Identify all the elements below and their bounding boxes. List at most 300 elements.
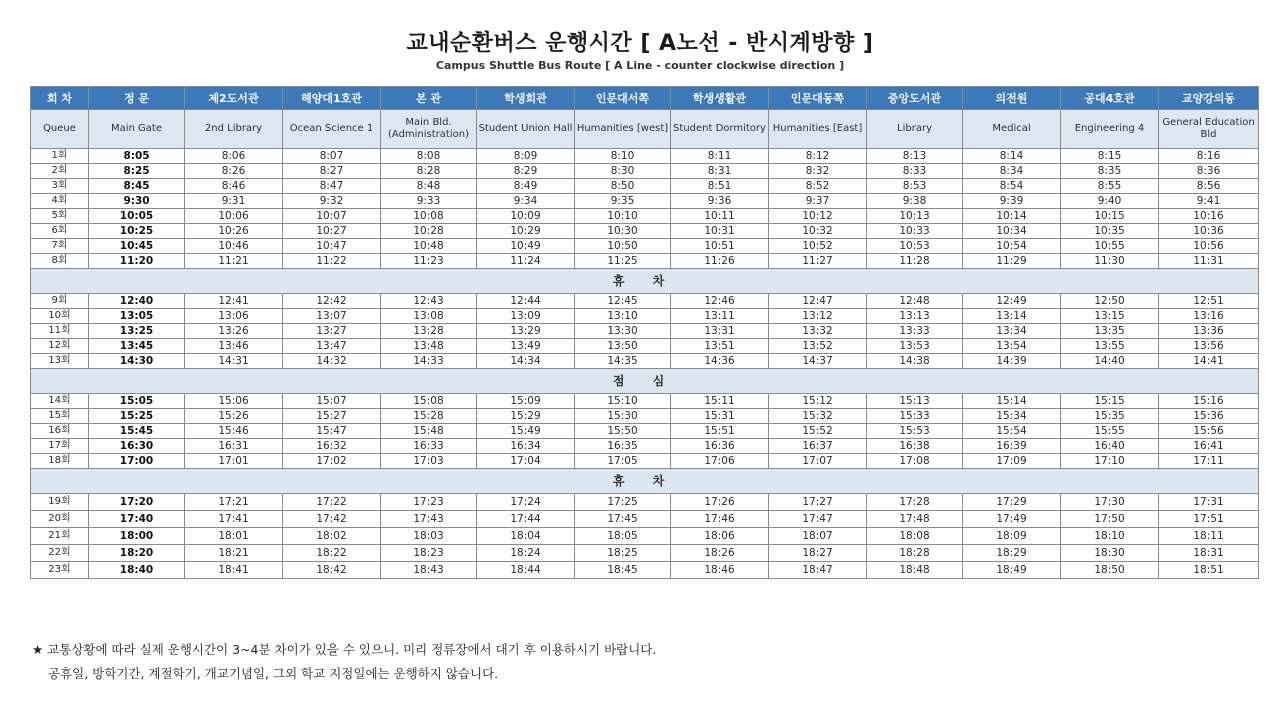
time-cell: 16:38 — [867, 439, 963, 454]
time-cell: 18:08 — [867, 528, 963, 545]
time-cell: 8:27 — [283, 164, 381, 179]
time-cell: 16:35 — [575, 439, 671, 454]
time-cell: 15:09 — [477, 394, 575, 409]
time-cell: 8:13 — [867, 149, 963, 164]
table-row — [31, 149, 1259, 164]
table-row — [31, 164, 1259, 179]
departure-time-cell: 10:45 — [89, 239, 185, 254]
time-cell: 15:26 — [185, 409, 283, 424]
time-cell: 11:30 — [1061, 254, 1159, 269]
queue-cell: 5회 — [31, 209, 89, 224]
time-cell: 15:27 — [283, 409, 381, 424]
time-cell: 15:07 — [283, 394, 381, 409]
time-cell: 16:41 — [1159, 439, 1259, 454]
time-cell: 9:34 — [477, 194, 575, 209]
time-cell: 8:07 — [283, 149, 381, 164]
time-cell: 10:50 — [575, 239, 671, 254]
time-cell: 17:43 — [381, 511, 477, 528]
table-row — [31, 394, 1259, 409]
table-row — [31, 409, 1259, 424]
page-title: 교내순환버스 운행시간 [ A노선 - 반시계방향 ] — [406, 31, 874, 56]
time-cell: 12:49 — [963, 294, 1061, 309]
time-cell: 15:35 — [1061, 409, 1159, 424]
departure-time-cell: 15:05 — [89, 394, 185, 409]
time-cell: 17:31 — [1159, 494, 1259, 511]
time-cell: 8:34 — [963, 164, 1061, 179]
time-cell: 9:37 — [769, 194, 867, 209]
time-cell: 18:41 — [185, 562, 283, 579]
time-cell: 15:30 — [575, 409, 671, 424]
time-cell: 16:34 — [477, 439, 575, 454]
time-cell: 14:33 — [381, 354, 477, 369]
time-cell: 18:46 — [671, 562, 769, 579]
time-cell: 13:52 — [769, 339, 867, 354]
column-header-en: Student Union Hall — [477, 110, 575, 149]
time-cell: 15:54 — [963, 424, 1061, 439]
timetable — [30, 86, 1259, 579]
time-cell: 8:10 — [575, 149, 671, 164]
break-label: 휴 차 — [31, 269, 1259, 294]
time-cell: 13:55 — [1061, 339, 1159, 354]
time-cell: 10:33 — [867, 224, 963, 239]
departure-time-cell: 14:30 — [89, 354, 185, 369]
time-cell: 15:13 — [867, 394, 963, 409]
time-cell: 10:46 — [185, 239, 283, 254]
departure-time-cell: 12:40 — [89, 294, 185, 309]
table-row — [31, 209, 1259, 224]
time-cell: 17:07 — [769, 454, 867, 469]
time-cell: 18:06 — [671, 528, 769, 545]
time-cell: 15:32 — [769, 409, 867, 424]
time-cell: 13:12 — [769, 309, 867, 324]
time-cell: 15:56 — [1159, 424, 1259, 439]
time-cell: 8:35 — [1061, 164, 1159, 179]
queue-cell: 9회 — [31, 294, 89, 309]
time-cell: 14:38 — [867, 354, 963, 369]
time-cell: 12:51 — [1159, 294, 1259, 309]
time-cell: 8:52 — [769, 179, 867, 194]
time-cell: 13:31 — [671, 324, 769, 339]
break-label: 휴 차 — [31, 469, 1259, 494]
departure-time-cell: 13:45 — [89, 339, 185, 354]
table-row — [31, 239, 1259, 254]
time-cell: 13:46 — [185, 339, 283, 354]
time-cell: 9:33 — [381, 194, 477, 209]
time-cell: 17:25 — [575, 494, 671, 511]
time-cell: 9:41 — [1159, 194, 1259, 209]
time-cell: 15:14 — [963, 394, 1061, 409]
time-cell: 8:26 — [185, 164, 283, 179]
time-cell: 10:10 — [575, 209, 671, 224]
time-cell: 16:40 — [1061, 439, 1159, 454]
queue-cell: 14회 — [31, 394, 89, 409]
column-header-en: Engineering 4 — [1061, 110, 1159, 149]
time-cell: 18:10 — [1061, 528, 1159, 545]
column-header-en: Library — [867, 110, 963, 149]
queue-cell: 2회 — [31, 164, 89, 179]
queue-cell: 17회 — [31, 439, 89, 454]
time-cell: 17:45 — [575, 511, 671, 528]
column-header-en: Queue — [31, 110, 89, 149]
column-header-ko: 학생회관 — [477, 87, 575, 110]
time-cell: 14:41 — [1159, 354, 1259, 369]
time-cell: 18:09 — [963, 528, 1061, 545]
time-cell: 10:53 — [867, 239, 963, 254]
time-cell: 13:53 — [867, 339, 963, 354]
time-cell: 13:56 — [1159, 339, 1259, 354]
time-cell: 13:14 — [963, 309, 1061, 324]
departure-time-cell: 10:25 — [89, 224, 185, 239]
time-cell: 8:53 — [867, 179, 963, 194]
time-cell: 16:37 — [769, 439, 867, 454]
time-cell: 13:35 — [1061, 324, 1159, 339]
time-cell: 9:39 — [963, 194, 1061, 209]
time-cell: 13:13 — [867, 309, 963, 324]
time-cell: 11:31 — [1159, 254, 1259, 269]
time-cell: 15:55 — [1061, 424, 1159, 439]
time-cell: 15:46 — [185, 424, 283, 439]
time-cell: 18:01 — [185, 528, 283, 545]
time-cell: 16:39 — [963, 439, 1061, 454]
time-cell: 9:38 — [867, 194, 963, 209]
departure-time-cell: 18:00 — [89, 528, 185, 545]
time-cell: 13:34 — [963, 324, 1061, 339]
time-cell: 18:21 — [185, 545, 283, 562]
time-cell: 16:36 — [671, 439, 769, 454]
table-row — [31, 511, 1259, 528]
table-row — [31, 424, 1259, 439]
time-cell: 11:23 — [381, 254, 477, 269]
queue-cell: 22회 — [31, 545, 89, 562]
time-cell: 10:52 — [769, 239, 867, 254]
time-cell: 10:29 — [477, 224, 575, 239]
time-cell: 12:42 — [283, 294, 381, 309]
time-cell: 11:22 — [283, 254, 381, 269]
header-row-english — [31, 110, 1259, 149]
table-row — [31, 439, 1259, 454]
time-cell: 14:39 — [963, 354, 1061, 369]
time-cell: 13:09 — [477, 309, 575, 324]
time-cell: 10:07 — [283, 209, 381, 224]
time-cell: 8:46 — [185, 179, 283, 194]
time-cell: 16:33 — [381, 439, 477, 454]
time-cell: 11:24 — [477, 254, 575, 269]
time-cell: 13:07 — [283, 309, 381, 324]
time-cell: 12:44 — [477, 294, 575, 309]
time-cell: 18:42 — [283, 562, 381, 579]
time-cell: 8:48 — [381, 179, 477, 194]
time-cell: 13:36 — [1159, 324, 1259, 339]
time-cell: 10:12 — [769, 209, 867, 224]
time-cell: 8:32 — [769, 164, 867, 179]
time-cell: 8:15 — [1061, 149, 1159, 164]
departure-time-cell: 16:30 — [89, 439, 185, 454]
time-cell: 10:55 — [1061, 239, 1159, 254]
table-row — [31, 528, 1259, 545]
time-cell: 15:33 — [867, 409, 963, 424]
time-cell: 8:16 — [1159, 149, 1259, 164]
time-cell: 18:28 — [867, 545, 963, 562]
timetable-body — [31, 149, 1259, 579]
table-row — [31, 179, 1259, 194]
column-header-ko: 제2도서관 — [185, 87, 283, 110]
time-cell: 14:37 — [769, 354, 867, 369]
departure-time-cell: 18:40 — [89, 562, 185, 579]
time-cell: 15:36 — [1159, 409, 1259, 424]
time-cell: 10:32 — [769, 224, 867, 239]
time-cell: 8:36 — [1159, 164, 1259, 179]
column-header-en: Medical — [963, 110, 1061, 149]
time-cell: 17:10 — [1061, 454, 1159, 469]
table-row — [31, 454, 1259, 469]
column-header-en: Main Gate — [89, 110, 185, 149]
break-label: 점 심 — [31, 369, 1259, 394]
time-cell: 18:05 — [575, 528, 671, 545]
time-cell: 13:54 — [963, 339, 1061, 354]
time-cell: 18:07 — [769, 528, 867, 545]
departure-time-cell: 10:05 — [89, 209, 185, 224]
time-cell: 14:35 — [575, 354, 671, 369]
time-cell: 10:28 — [381, 224, 477, 239]
table-row — [31, 254, 1259, 269]
time-cell: 18:29 — [963, 545, 1061, 562]
time-cell: 13:15 — [1061, 309, 1159, 324]
time-cell: 17:29 — [963, 494, 1061, 511]
departure-time-cell: 17:40 — [89, 511, 185, 528]
time-cell: 17:21 — [185, 494, 283, 511]
time-cell: 17:42 — [283, 511, 381, 528]
time-cell: 9:35 — [575, 194, 671, 209]
time-cell: 10:06 — [185, 209, 283, 224]
time-cell: 9:31 — [185, 194, 283, 209]
queue-cell: 23회 — [31, 562, 89, 579]
time-cell: 18:43 — [381, 562, 477, 579]
time-cell: 14:34 — [477, 354, 575, 369]
table-row — [31, 545, 1259, 562]
time-cell: 15:12 — [769, 394, 867, 409]
time-cell: 17:24 — [477, 494, 575, 511]
header-row-korean — [31, 87, 1259, 110]
time-cell: 13:10 — [575, 309, 671, 324]
departure-time-cell: 8:05 — [89, 149, 185, 164]
column-header-ko: 인문대동쪽 — [769, 87, 867, 110]
time-cell: 10:54 — [963, 239, 1061, 254]
time-cell: 15:29 — [477, 409, 575, 424]
table-row — [31, 354, 1259, 369]
departure-time-cell: 8:25 — [89, 164, 185, 179]
time-cell: 9:40 — [1061, 194, 1159, 209]
time-cell: 17:22 — [283, 494, 381, 511]
time-cell: 13:16 — [1159, 309, 1259, 324]
time-cell: 17:05 — [575, 454, 671, 469]
time-cell: 8:11 — [671, 149, 769, 164]
time-cell: 18:24 — [477, 545, 575, 562]
time-cell: 8:28 — [381, 164, 477, 179]
time-cell: 17:02 — [283, 454, 381, 469]
time-cell: 18:02 — [283, 528, 381, 545]
queue-cell: 7회 — [31, 239, 89, 254]
notes — [32, 638, 656, 686]
queue-cell: 15회 — [31, 409, 89, 424]
time-cell: 13:32 — [769, 324, 867, 339]
time-cell: 10:14 — [963, 209, 1061, 224]
column-header-ko: 해양대1호관 — [283, 87, 381, 110]
departure-time-cell: 15:25 — [89, 409, 185, 424]
table-row — [31, 294, 1259, 309]
note-line-2: 공휴일, 방학기간, 계절학기, 개교기념일, 그외 학교 지정일에는 운행하지 않습니다. — [48, 666, 499, 681]
time-cell: 10:31 — [671, 224, 769, 239]
time-cell: 15:10 — [575, 394, 671, 409]
column-header-ko: 본 관 — [381, 87, 477, 110]
time-cell: 10:08 — [381, 209, 477, 224]
time-cell: 17:11 — [1159, 454, 1259, 469]
time-cell: 15:49 — [477, 424, 575, 439]
note-line-1: ★ 교통상황에 따라 실제 운행시간이 3~4분 차이가 있을 수 있으니. 미리 정류장에서 대기 후 이용하시기 바랍니다. — [32, 642, 657, 657]
time-cell: 10:48 — [381, 239, 477, 254]
time-cell: 15:15 — [1061, 394, 1159, 409]
queue-cell: 6회 — [31, 224, 89, 239]
time-cell: 18:30 — [1061, 545, 1159, 562]
time-cell: 9:36 — [671, 194, 769, 209]
time-cell: 8:12 — [769, 149, 867, 164]
time-cell: 17:49 — [963, 511, 1061, 528]
time-cell: 15:34 — [963, 409, 1061, 424]
time-cell: 14:40 — [1061, 354, 1159, 369]
time-cell: 15:47 — [283, 424, 381, 439]
column-header-en: 2nd Library — [185, 110, 283, 149]
departure-time-cell: 8:45 — [89, 179, 185, 194]
time-cell: 15:52 — [769, 424, 867, 439]
departure-time-cell: 15:45 — [89, 424, 185, 439]
time-cell: 14:36 — [671, 354, 769, 369]
time-cell: 18:48 — [867, 562, 963, 579]
time-cell: 10:49 — [477, 239, 575, 254]
time-cell: 18:22 — [283, 545, 381, 562]
column-header-en: Humanities [East] — [769, 110, 867, 149]
queue-cell: 18회 — [31, 454, 89, 469]
time-cell: 8:08 — [381, 149, 477, 164]
time-cell: 14:31 — [185, 354, 283, 369]
time-cell: 18:25 — [575, 545, 671, 562]
time-cell: 11:27 — [769, 254, 867, 269]
time-cell: 17:03 — [381, 454, 477, 469]
time-cell: 10:27 — [283, 224, 381, 239]
time-cell: 15:11 — [671, 394, 769, 409]
time-cell: 11:29 — [963, 254, 1061, 269]
time-cell: 10:36 — [1159, 224, 1259, 239]
time-cell: 12:46 — [671, 294, 769, 309]
page-subtitle: Campus Shuttle Bus Route [ A Line - counter clockwise direction ] — [435, 59, 845, 72]
time-cell: 18:47 — [769, 562, 867, 579]
time-cell: 10:56 — [1159, 239, 1259, 254]
time-cell: 8:06 — [185, 149, 283, 164]
time-cell: 13:33 — [867, 324, 963, 339]
time-cell: 17:51 — [1159, 511, 1259, 528]
time-cell: 18:44 — [477, 562, 575, 579]
time-cell: 18:23 — [381, 545, 477, 562]
column-header-en: Ocean Science 1 — [283, 110, 381, 149]
time-cell: 17:48 — [867, 511, 963, 528]
time-cell: 17:09 — [963, 454, 1061, 469]
departure-time-cell: 17:00 — [89, 454, 185, 469]
time-cell: 17:28 — [867, 494, 963, 511]
queue-cell: 4회 — [31, 194, 89, 209]
time-cell: 8:14 — [963, 149, 1061, 164]
time-cell: 8:09 — [477, 149, 575, 164]
departure-time-cell: 18:20 — [89, 545, 185, 562]
column-header-ko: 정 문 — [89, 87, 185, 110]
time-cell: 13:08 — [381, 309, 477, 324]
queue-cell: 8회 — [31, 254, 89, 269]
time-cell: 18:31 — [1159, 545, 1259, 562]
time-cell: 12:50 — [1061, 294, 1159, 309]
time-cell: 13:06 — [185, 309, 283, 324]
time-cell: 15:50 — [575, 424, 671, 439]
table-row — [31, 309, 1259, 324]
column-header-ko: 인문대서쪽 — [575, 87, 671, 110]
time-cell: 18:26 — [671, 545, 769, 562]
time-cell: 17:27 — [769, 494, 867, 511]
time-cell: 17:23 — [381, 494, 477, 511]
time-cell: 8:31 — [671, 164, 769, 179]
time-cell: 17:44 — [477, 511, 575, 528]
table-row — [31, 194, 1259, 209]
time-cell: 11:25 — [575, 254, 671, 269]
time-cell: 8:47 — [283, 179, 381, 194]
time-cell: 17:26 — [671, 494, 769, 511]
time-cell: 16:32 — [283, 439, 381, 454]
departure-time-cell: 13:25 — [89, 324, 185, 339]
column-header-ko: 회 차 — [31, 87, 89, 110]
time-cell: 11:21 — [185, 254, 283, 269]
time-cell: 13:27 — [283, 324, 381, 339]
time-cell: 15:28 — [381, 409, 477, 424]
table-row — [31, 324, 1259, 339]
time-cell: 10:09 — [477, 209, 575, 224]
time-cell: 8:30 — [575, 164, 671, 179]
departure-time-cell: 13:05 — [89, 309, 185, 324]
time-cell: 10:47 — [283, 239, 381, 254]
time-cell: 13:50 — [575, 339, 671, 354]
time-cell: 15:51 — [671, 424, 769, 439]
column-header-ko: 의전원 — [963, 87, 1061, 110]
time-cell: 17:50 — [1061, 511, 1159, 528]
column-header-en: General Education Bld — [1159, 110, 1259, 149]
time-cell: 18:04 — [477, 528, 575, 545]
table-row — [31, 562, 1259, 579]
time-cell: 16:31 — [185, 439, 283, 454]
time-cell: 12:48 — [867, 294, 963, 309]
departure-time-cell: 17:20 — [89, 494, 185, 511]
time-cell: 18:03 — [381, 528, 477, 545]
queue-cell: 3회 — [31, 179, 89, 194]
time-cell: 13:29 — [477, 324, 575, 339]
queue-cell: 10회 — [31, 309, 89, 324]
time-cell: 17:01 — [185, 454, 283, 469]
time-cell: 17:04 — [477, 454, 575, 469]
time-cell: 13:49 — [477, 339, 575, 354]
queue-cell: 20회 — [31, 511, 89, 528]
column-header-ko: 중앙도서관 — [867, 87, 963, 110]
queue-cell: 13회 — [31, 354, 89, 369]
time-cell: 10:30 — [575, 224, 671, 239]
time-cell: 14:32 — [283, 354, 381, 369]
time-cell: 13:11 — [671, 309, 769, 324]
time-cell: 8:51 — [671, 179, 769, 194]
time-cell: 10:13 — [867, 209, 963, 224]
time-cell: 18:45 — [575, 562, 671, 579]
column-header-en: Student Dormitory — [671, 110, 769, 149]
